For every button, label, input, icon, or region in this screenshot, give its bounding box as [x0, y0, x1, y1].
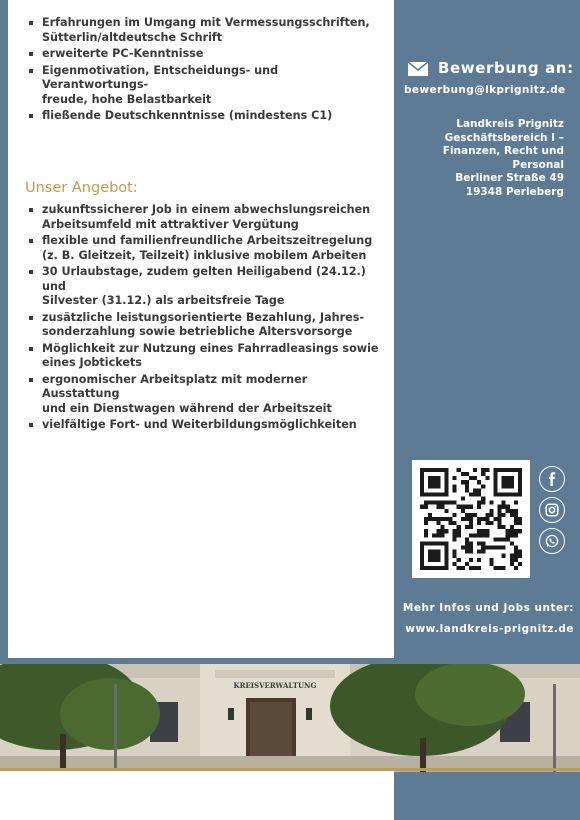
address-block — [404, 118, 564, 199]
whatsapp-icon[interactable] — [539, 528, 565, 554]
footer-white-area — [0, 771, 394, 820]
facebook-icon[interactable] — [539, 466, 565, 492]
application-email[interactable]: bewerbung@lkprignitz.de — [404, 84, 566, 96]
list-item: Erfahrungen im Umgang mit Vermessungsschriften, Sütterlin/altdeutsche Schrift — [26, 16, 386, 45]
social-links — [539, 466, 567, 554]
list-item: erweiterte PC-Kenntnisse — [26, 47, 386, 62]
list-item: ergonomischer Arbeitsplatz mit moderner Ausstattung und ein Dienstwagen während der Arbeitszeit — [26, 373, 386, 417]
list-item: flexible und familienfreundliche Arbeitszeitregelung (z. B. Gleitzeit, Teilzeit) inklusive mobilem Arbeiten — [26, 234, 386, 263]
address-line: Berliner Straße 49 — [455, 172, 564, 184]
list-item: zukunftssicherer Job in einem abwechslungsreichen Arbeitsumfeld mit attraktiver Vergütung — [26, 203, 386, 232]
main-content — [8, 0, 394, 658]
mail-icon — [408, 61, 428, 75]
address-line: Geschäftsbereich I – — [444, 131, 564, 144]
building-sign: KREISVERWALTUNG — [233, 681, 317, 690]
building-photo — [0, 664, 580, 772]
address-line: Finanzen, Recht und — [442, 145, 564, 157]
application-title: Bewerbung an: — [438, 59, 574, 77]
offer-list — [26, 203, 386, 435]
list-item: fließende Deutschkenntnisse (mindestens C1) — [26, 109, 386, 124]
application-heading — [408, 59, 578, 77]
address-line: Personal — [512, 158, 564, 171]
list-item: 30 Urlaubstage, zudem gelten Heiligabend (24.12.) und Silvester (31.12.) als arbeitsfreie Tage — [26, 265, 386, 309]
address-line: 19348 Perleberg — [465, 185, 564, 198]
address-line: Landkreis Prignitz — [456, 118, 564, 130]
more-info-url[interactable]: www.landkreis-prignitz.de — [405, 623, 574, 635]
offer-title: Unser Angebot: — [25, 180, 138, 196]
requirements-list — [26, 16, 386, 126]
list-item: Möglichkeit zur Nutzung eines Fahrradleasings sowie eines Jobtickets — [26, 342, 386, 371]
list-item: vielfältige Fort- und Weiterbildungsmöglichkeiten — [26, 418, 386, 433]
qr-code[interactable] — [412, 460, 530, 578]
instagram-icon[interactable] — [539, 497, 565, 523]
list-item: zusätzliche leistungsorientierte Bezahlung, Jahres- sonderzahlung sowie betriebliche Altersvorsorge — [26, 311, 386, 340]
more-info-label: Mehr Infos und Jobs unter: — [402, 602, 574, 614]
list-item: Eigenmotivation, Entscheidungs- und Verantwortungs- freude, hohe Belastbarkeit — [26, 64, 386, 108]
